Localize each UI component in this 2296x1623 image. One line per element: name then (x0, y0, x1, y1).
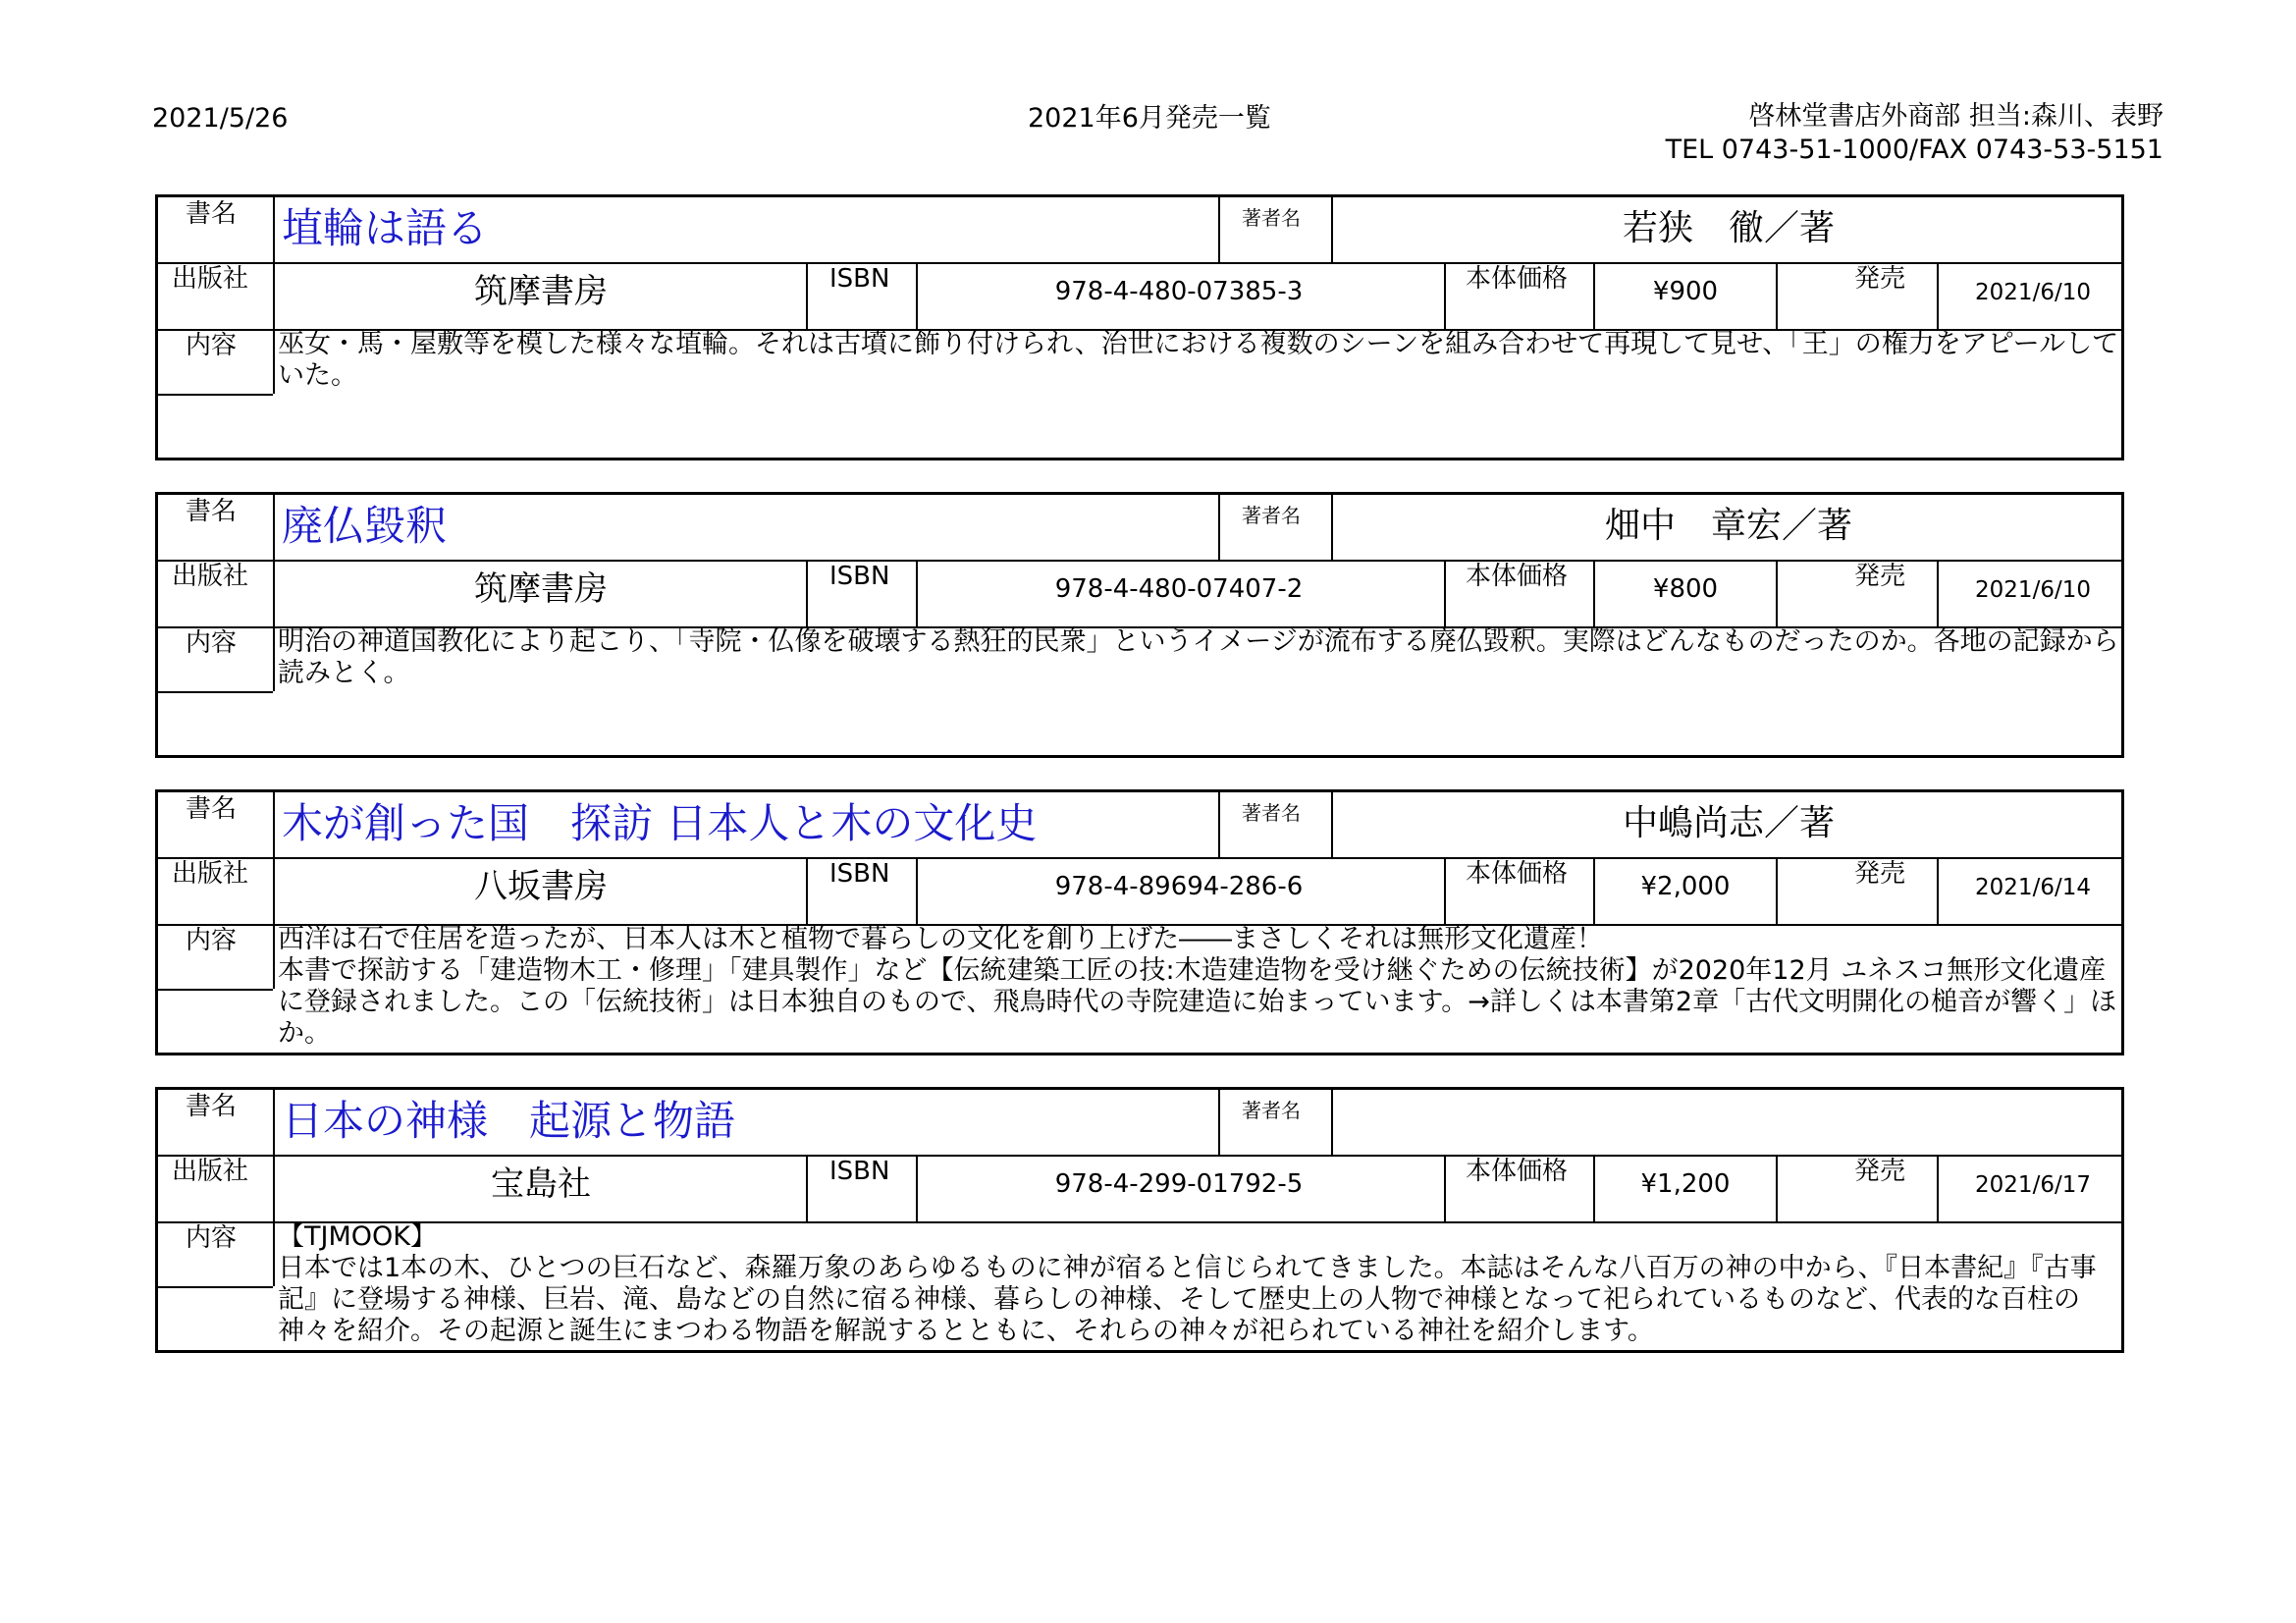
store-contact-person: 啓林堂書店外商部 担当:森川、表野 (1748, 101, 2163, 132)
book-release-date: 2021/6/14 (1975, 875, 2091, 900)
isbn-label: ISBN (829, 859, 890, 889)
book-card (155, 1087, 2124, 1353)
report-title: 2021年6月発売一覧 (1028, 103, 1271, 134)
author-label: 著者名 (1242, 206, 1301, 230)
content-label: 内容 (186, 331, 238, 360)
book-release-date: 2021/6/10 (1975, 280, 2091, 305)
report-date: 2021/5/26 (152, 103, 289, 134)
price-label: 本体価格 (1466, 1157, 1569, 1186)
publisher-label: 出版社 (172, 264, 249, 294)
publisher-label: 出版社 (172, 859, 249, 889)
book-description: 【TJMOOK】 日本では1本の木、ひとつの巨石など、森羅万象のあらゆるものに神が宿ると信じられてきました。本誌はそんな八百万の神の中から、『日本書紀』『古事記』に登場する神様、巨岩、滝、島などの自然に宿る神様、暮らしの神様、そして歴史上の人物で神様となって祀られているものなど、代表的な百柱の神々を紹介。その起源と誕生にまつわる物語を解説するとともに、それらの神々が祀られている神社を紹介します。 (278, 1221, 2097, 1346)
title-label: 書名 (186, 199, 238, 229)
release-label: 発売 (1854, 562, 1906, 591)
book-card (155, 492, 2124, 758)
price-label: 本体価格 (1466, 859, 1569, 889)
book-release-date: 2021/6/17 (1975, 1172, 2091, 1198)
title-label: 書名 (186, 794, 238, 824)
author-label: 著者名 (1242, 504, 1301, 527)
publisher-label: 出版社 (172, 1157, 249, 1186)
book-description: 西洋は石で住居を造ったが、日本人は木と植物で暮らしの文化を創り上げた――まさしくそれは無形文化遺産！ 本書で探訪する「建造物木工・修理」「建具製作」など【伝統建築工匠の技:木造建造物を受け継ぐための伝統技術】が2020年12月 ユネスコ無形文化遺産に登録されました。この「伝統技術」は日本独自のもので、飛鳥時代の寺院建造に始まっています。→詳しくは本書第2章「古代文明開化の槌音が響く」ほか。 (278, 924, 2117, 1049)
book-title: 日本の神様 起源と物語 (282, 1097, 736, 1145)
book-title: 廃仏毀釈 (282, 502, 448, 550)
release-label: 発売 (1854, 859, 1906, 889)
book-author: 若狭 徹／著 (1622, 208, 1835, 248)
book-title: 埴輪は語る (282, 204, 489, 252)
book-publisher: 宝島社 (491, 1164, 591, 1204)
price-label: 本体価格 (1466, 264, 1569, 294)
content-label: 内容 (186, 628, 238, 658)
release-label: 発売 (1854, 264, 1906, 294)
isbn-label: ISBN (829, 264, 890, 294)
book-isbn: 978-4-299-01792-5 (1054, 1169, 1304, 1199)
isbn-label: ISBN (829, 1157, 890, 1186)
book-description: 巫女・馬・屋敷等を模した様々な埴輪。それは古墳に飾り付けられ、治世における複数のシーンを組み合わせて再現して見せ、「王」の権力をアピールしていた。 (278, 329, 2119, 391)
book-release-date: 2021/6/10 (1975, 577, 2091, 603)
book-description: 明治の神道国教化により起こり、「寺院・仏像を破壊する熱狂的民衆」というイメージが流布する廃仏毀釈。実際はどんなものだったのか。各地の記録から読みとく。 (278, 626, 2119, 688)
book-publisher: 八坂書房 (474, 867, 608, 906)
book-author: 畑中 章宏／著 (1604, 506, 1852, 546)
book-isbn: 978-4-89694-286-6 (1054, 872, 1304, 901)
book-author: 中嶋尚志／著 (1622, 803, 1835, 843)
book-publisher: 筑摩書房 (474, 569, 608, 609)
book-card (155, 194, 2124, 460)
store-phone-fax: TEL 0743-51-1000/FAX 0743-53-5151 (1665, 135, 2163, 165)
content-label: 内容 (186, 926, 238, 955)
book-price: ¥800 (1652, 574, 1719, 604)
release-label: 発売 (1854, 1157, 1906, 1186)
book-isbn: 978-4-480-07385-3 (1054, 277, 1304, 306)
book-price: ¥2,000 (1640, 872, 1731, 901)
price-label: 本体価格 (1466, 562, 1569, 591)
content-label: 内容 (186, 1223, 238, 1253)
book-card (155, 789, 2124, 1055)
author-label: 著者名 (1242, 801, 1301, 825)
book-isbn: 978-4-480-07407-2 (1054, 574, 1304, 604)
publisher-label: 出版社 (172, 562, 249, 591)
title-label: 書名 (186, 1092, 238, 1121)
book-title: 木が創った国 探訪 日本人と木の文化史 (282, 799, 1038, 847)
book-publisher: 筑摩書房 (474, 272, 608, 311)
title-label: 書名 (186, 497, 238, 526)
book-price: ¥900 (1652, 277, 1719, 306)
author-label: 著者名 (1242, 1099, 1301, 1122)
isbn-label: ISBN (829, 562, 890, 591)
book-price: ¥1,200 (1640, 1169, 1731, 1199)
